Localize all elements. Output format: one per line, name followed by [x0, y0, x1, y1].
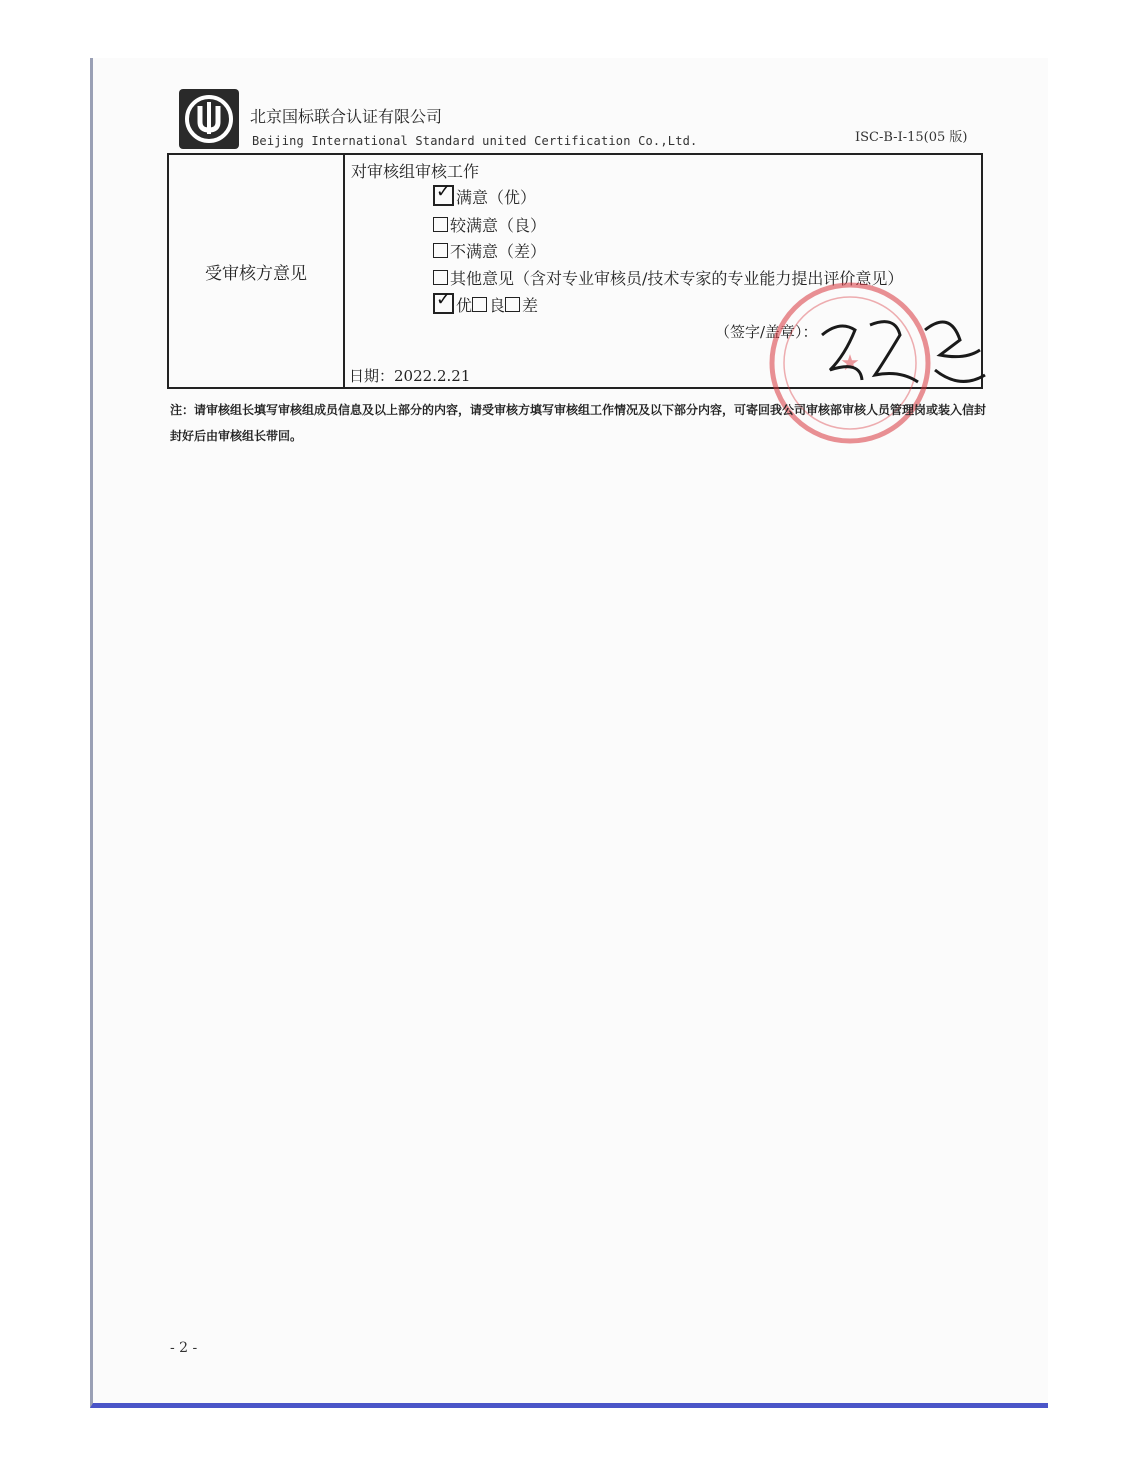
rating-row	[433, 289, 539, 316]
checkbox-checked-icon[interactable]: ✓	[433, 293, 454, 314]
checkbox-icon[interactable]	[433, 243, 448, 258]
option-satisfied[interactable]	[433, 181, 537, 208]
checkbox-icon[interactable]	[472, 297, 487, 312]
rating-good: 良	[489, 296, 506, 315]
handwritten-signature-icon	[800, 300, 990, 395]
rating-poor: 差	[522, 296, 539, 315]
checkbox-icon[interactable]	[433, 270, 448, 285]
footnote: 注：请审核组长填写审核组成员信息及以上部分的内容，请受审核方填写审核组工作情况及以下部分内容，可寄回我公司审核部审核人员管理岗或装入信封封好后由审核组长带回。	[170, 403, 987, 443]
section-title: 对审核组审核工作	[351, 162, 480, 181]
document-number: ISC-B-I-15(05 版)	[855, 130, 968, 145]
company-logo-icon	[178, 88, 240, 150]
option-label: 较满意（良）	[450, 216, 547, 235]
date-row	[349, 365, 470, 386]
checkbox-checked-icon[interactable]: ✓	[433, 185, 454, 206]
option-unsatisfied[interactable]	[433, 239, 546, 262]
option-fairly-satisfied[interactable]	[433, 213, 546, 236]
rating-excellent: 优	[456, 296, 473, 315]
option-label: 不满意（差）	[450, 242, 547, 261]
row-label: 受审核方意见	[168, 154, 344, 388]
svg-text:★: ★	[840, 351, 860, 376]
date-label: 日期：	[349, 367, 395, 385]
option-label: 满意（优）	[456, 188, 537, 207]
signature-label: （签字/盖章）：	[715, 323, 818, 341]
option-label: 其他意见（含对专业审核员/技术专家的专业能力提出评价意见）	[450, 269, 904, 288]
page-number: - 2 -	[170, 1340, 198, 1356]
checkbox-icon[interactable]	[433, 217, 448, 232]
company-name-en: Beijing International Standard united Certification Co.,Ltd.	[252, 134, 698, 148]
company-name-cn: 北京国标联合认证有限公司	[250, 107, 443, 126]
date-value: 2022.2.21	[394, 367, 471, 385]
checkbox-icon[interactable]	[505, 297, 520, 312]
